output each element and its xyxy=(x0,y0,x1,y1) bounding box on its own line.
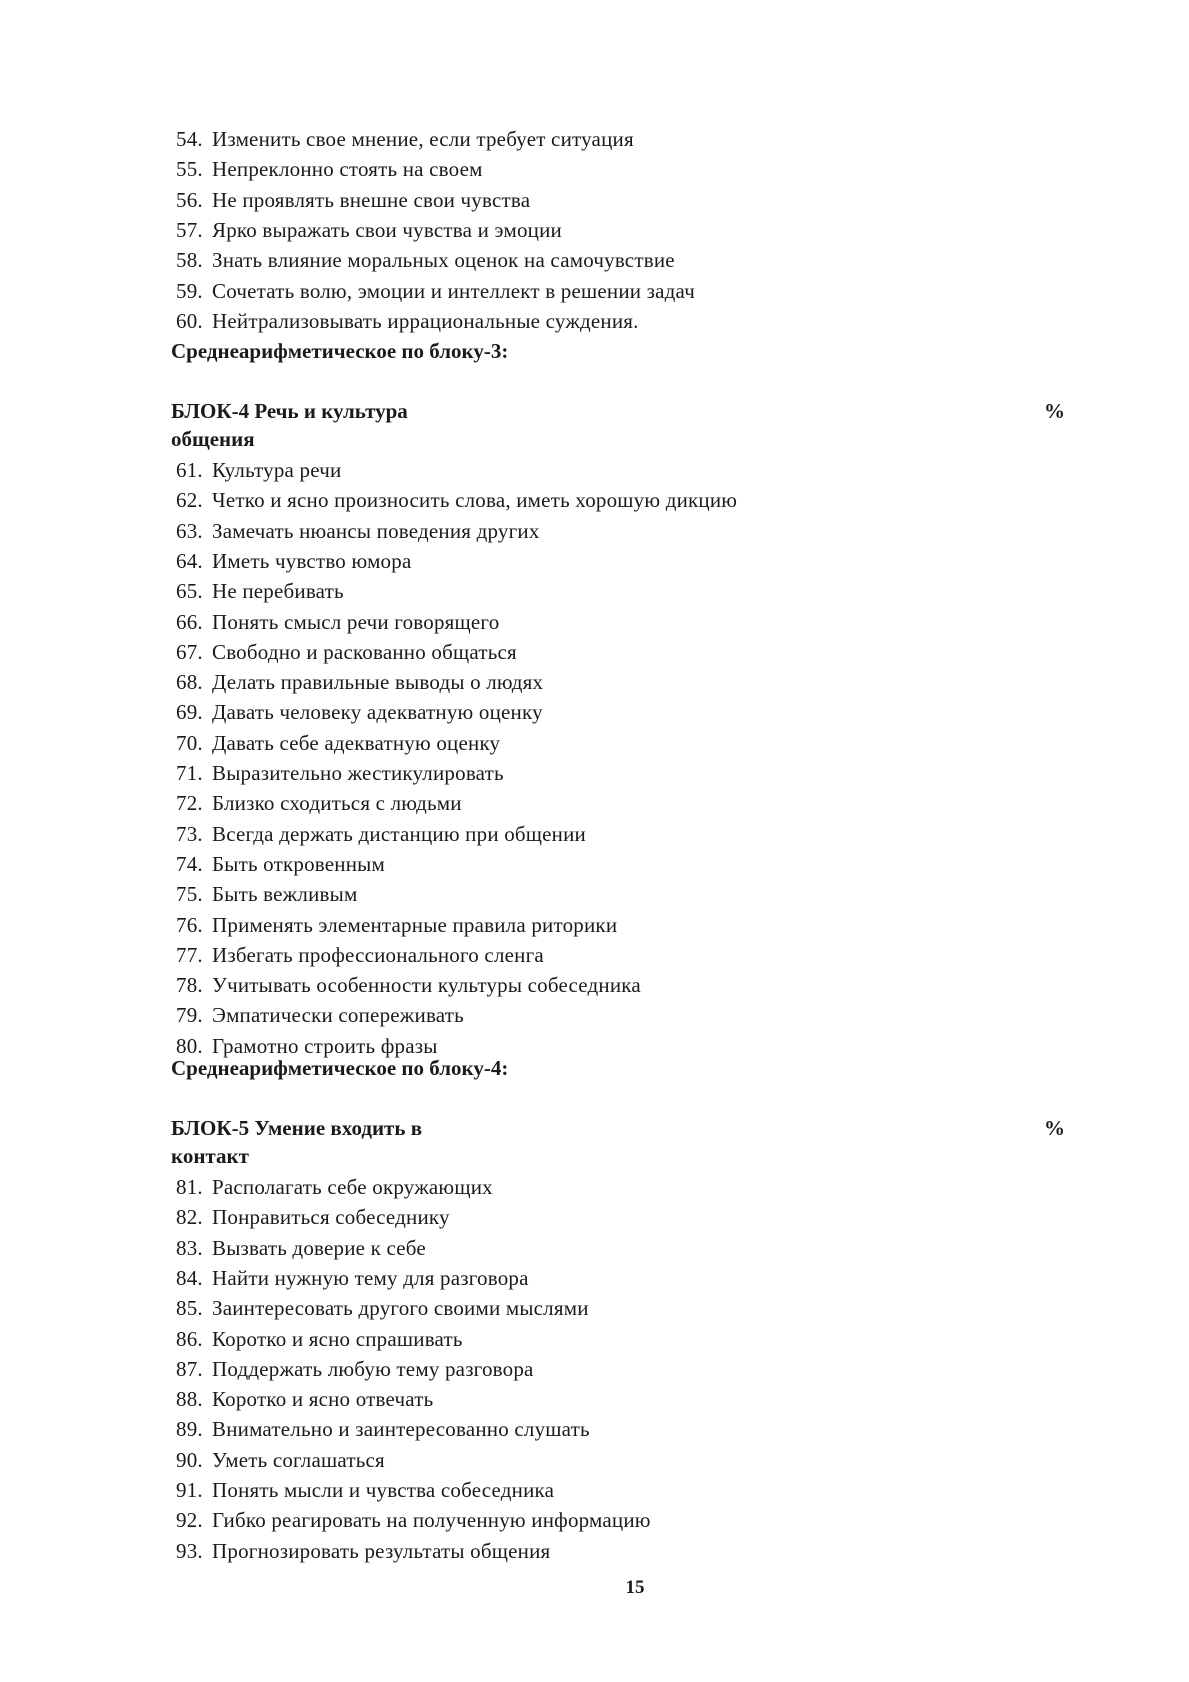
item-text: Гибко реагировать на полученную информацию xyxy=(212,1508,651,1533)
item-text: Давать себе адекватную оценку xyxy=(212,730,501,755)
block3-average-label: Среднеарифметическое по блоку-3: xyxy=(171,339,509,363)
item-text: Четко и ясно произносить слова, иметь хорошую дикцию xyxy=(212,488,738,513)
block5-percent-header: % xyxy=(1044,1116,1065,1140)
list-item xyxy=(176,1476,554,1504)
item-text: Применять элементарные правила риторики xyxy=(212,912,618,937)
item-number: 89. xyxy=(176,1417,203,1442)
item-text: Располагать себе окружающих xyxy=(212,1175,493,1199)
item-number: 76. xyxy=(176,912,203,937)
item-number: 82. xyxy=(176,1205,203,1230)
item-text: Иметь чувство юмора xyxy=(212,548,412,573)
list-item xyxy=(176,1001,464,1029)
item-text: Всегда держать дистанцию при общении xyxy=(212,821,586,846)
item-number: 80. xyxy=(176,1033,203,1058)
list-item xyxy=(176,155,483,183)
item-text: Поддержать любую тему разговора xyxy=(212,1356,534,1381)
item-number: 55. xyxy=(176,157,203,182)
list-item xyxy=(176,729,500,757)
item-text: Коротко и ясно отвечать xyxy=(212,1387,434,1412)
item-text: Ярко выражать свои чувства и эмоции xyxy=(212,217,562,242)
block4-title-line1: БЛОК-4 Речь и культура xyxy=(171,399,408,423)
block4-percent-header: % xyxy=(1044,399,1065,423)
item-number: 58. xyxy=(176,248,203,273)
list-item xyxy=(176,1355,534,1383)
item-text: Понять смысл речи говорящего xyxy=(212,609,500,634)
item-text: Избегать профессионального сленга xyxy=(212,942,544,967)
item-text: Делать правильные выводы о людях xyxy=(212,670,544,695)
list-item xyxy=(176,971,641,999)
item-number: 72. xyxy=(176,791,203,816)
list-item xyxy=(176,547,411,575)
list-item xyxy=(176,517,540,545)
block4-title-line2: общения xyxy=(171,427,255,451)
item-text: Найти нужную тему для разговора xyxy=(212,1265,529,1290)
list-item xyxy=(176,820,586,848)
list-item xyxy=(176,307,639,335)
item-text: Внимательно и заинтересованно слушать xyxy=(212,1417,590,1442)
list-item xyxy=(176,608,499,636)
item-number: 74. xyxy=(176,851,203,876)
item-text: Понравиться собеседнику xyxy=(212,1205,450,1230)
list-item xyxy=(176,186,530,214)
item-number: 64. xyxy=(176,548,203,573)
item-text: Выразительно жестикулировать xyxy=(212,761,504,785)
item-number: 87. xyxy=(176,1356,203,1381)
page-number: 15 xyxy=(625,1577,645,1598)
item-number: 84. xyxy=(176,1265,203,1290)
item-number: 61. xyxy=(176,458,203,482)
list-item xyxy=(176,850,385,878)
item-text: Изменить свое мнение, если требует ситуация xyxy=(212,127,634,151)
list-item xyxy=(176,1446,385,1474)
item-text: Нейтрализовывать иррациональные суждения. xyxy=(212,308,639,333)
item-number: 54. xyxy=(176,127,203,151)
item-number: 68. xyxy=(176,670,203,695)
list-item xyxy=(176,668,543,696)
list-item xyxy=(176,216,562,244)
item-number: 83. xyxy=(176,1235,203,1260)
item-text: Грамотно строить фразы xyxy=(212,1033,438,1058)
item-number: 66. xyxy=(176,609,203,634)
item-number: 56. xyxy=(176,187,203,212)
item-number: 70. xyxy=(176,730,203,755)
item-number: 69. xyxy=(176,700,203,725)
list-item xyxy=(176,1537,550,1565)
item-text: Замечать нюансы поведения других xyxy=(212,518,540,543)
list-item xyxy=(176,1415,590,1443)
item-number: 78. xyxy=(176,973,203,998)
list-item xyxy=(176,880,357,908)
item-number: 62. xyxy=(176,488,203,513)
item-number: 71. xyxy=(176,761,203,785)
list-item xyxy=(176,246,675,274)
item-text: Давать человеку адекватную оценку xyxy=(212,700,543,725)
item-text: Не перебивать xyxy=(212,579,344,604)
list-item xyxy=(176,1203,450,1231)
item-number: 73. xyxy=(176,821,203,846)
item-number: 77. xyxy=(176,942,203,967)
item-number: 75. xyxy=(176,882,203,907)
item-text: Быть откровенным xyxy=(212,851,385,876)
item-number: 57. xyxy=(176,217,203,242)
item-text: Быть вежливым xyxy=(212,882,358,907)
list-item xyxy=(176,577,344,605)
item-number: 90. xyxy=(176,1447,203,1472)
item-text: Культура речи xyxy=(212,458,342,482)
list-item xyxy=(176,1294,589,1322)
block5-title-line2: контакт xyxy=(171,1144,249,1168)
item-number: 81. xyxy=(176,1175,203,1199)
list-item xyxy=(176,125,634,153)
item-text: Непреклонно стоять на своем xyxy=(212,157,483,182)
list-item xyxy=(176,698,543,726)
item-number: 93. xyxy=(176,1538,203,1563)
item-text: Прогнозировать результаты общения xyxy=(212,1538,551,1563)
list-item xyxy=(176,911,617,939)
item-number: 60. xyxy=(176,308,203,333)
item-number: 86. xyxy=(176,1326,203,1351)
list-item xyxy=(176,277,695,305)
item-text: Свободно и раскованно общаться xyxy=(212,639,517,664)
item-text: Близко сходиться с людьми xyxy=(212,791,462,816)
list-item xyxy=(176,1385,433,1413)
item-text: Знать влияние моральных оценок на самочувствие xyxy=(212,248,675,273)
block5-title-line1: БЛОК-5 Умение входить в xyxy=(171,1116,423,1140)
item-text: Не проявлять внешне свои чувства xyxy=(212,187,531,212)
item-text: Заинтересовать другого своими мыслями xyxy=(212,1296,589,1321)
item-text: Уметь соглашаться xyxy=(212,1447,385,1472)
block4-average-label: Среднеарифметическое по блоку-4: xyxy=(171,1056,509,1080)
list-item xyxy=(176,638,517,666)
item-text: Учитывать особенности культуры собеседника xyxy=(212,973,641,998)
item-number: 88. xyxy=(176,1387,203,1412)
item-text: Эмпатически сопереживать xyxy=(212,1003,464,1028)
item-text: Коротко и ясно спрашивать xyxy=(212,1326,463,1351)
list-item xyxy=(176,1506,651,1534)
list-item xyxy=(176,1173,493,1201)
item-number: 67. xyxy=(176,639,203,664)
item-text: Вызвать доверие к себе xyxy=(212,1235,426,1260)
item-number: 92. xyxy=(176,1508,203,1533)
item-text: Сочетать волю, эмоции и интеллект в решении задач xyxy=(212,278,695,303)
item-number: 59. xyxy=(176,278,203,303)
item-text: Понять мысли и чувства собеседника xyxy=(212,1478,555,1502)
list-item xyxy=(176,941,544,969)
list-item xyxy=(176,789,462,817)
item-number: 63. xyxy=(176,518,203,543)
list-item xyxy=(176,486,737,514)
list-item xyxy=(176,759,504,787)
list-item xyxy=(176,1325,463,1353)
item-number: 91. xyxy=(176,1478,203,1502)
item-number: 85. xyxy=(176,1296,203,1321)
list-item xyxy=(176,1234,426,1262)
item-number: 65. xyxy=(176,579,203,604)
list-item xyxy=(176,1264,529,1292)
list-item xyxy=(176,456,341,484)
item-number: 79. xyxy=(176,1003,203,1028)
